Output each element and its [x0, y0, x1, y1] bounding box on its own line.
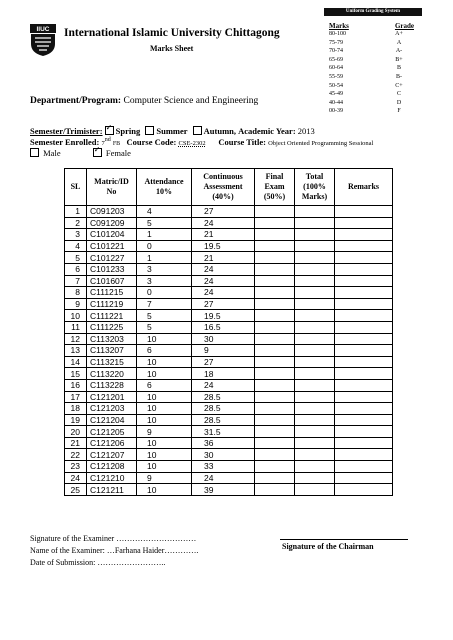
remarks-cell: [335, 414, 393, 426]
continuous-assessment-cell: 24: [192, 275, 255, 287]
total-cell: [295, 333, 335, 345]
remarks-cell: [335, 333, 393, 345]
attendance-cell: 10: [137, 403, 192, 415]
grading-system-box: [324, 8, 422, 112]
continuous-assessment-cell: 24: [192, 217, 255, 229]
total-cell: [295, 368, 335, 380]
department-line: [30, 96, 258, 106]
remarks-cell: [335, 298, 393, 310]
sl-header: SL: [65, 169, 87, 206]
total-cell: [295, 379, 335, 391]
sl-cell: 12: [65, 333, 87, 345]
course-code-value: CSE-2302: [178, 140, 206, 147]
final-exam-cell: [255, 437, 295, 449]
final-exam-cell: [255, 206, 295, 218]
final-exam-cell: [255, 263, 295, 275]
matric-id-cell: C121208: [87, 461, 137, 473]
course-code-label: Course Code:: [126, 137, 177, 147]
sl-cell: 9: [65, 298, 87, 310]
grading-marks-range: 55-59: [329, 73, 343, 80]
female-label: Female: [105, 148, 131, 158]
remarks-cell: [335, 240, 393, 252]
enrolled-label: Semester Enrolled:: [30, 137, 100, 147]
matric-id-cell: C113215: [87, 356, 137, 368]
submission-date-line: Date of Submission: ……………………..: [30, 558, 166, 567]
matric-id-cell: C121205: [87, 426, 137, 438]
grading-letter: A: [396, 39, 402, 46]
continuous-assessment-cell: 27: [192, 298, 255, 310]
sl-cell: 8: [65, 287, 87, 299]
total-cell: [295, 206, 335, 218]
table-row: [65, 217, 393, 229]
matric-id-cell: C121203: [87, 403, 137, 415]
matric-id-cell: C091209: [87, 217, 137, 229]
table-row: [65, 472, 393, 484]
examiner-signature-line: Signature of the Examiner …………………………: [30, 534, 197, 543]
grading-row: [324, 99, 422, 108]
sl-cell: 17: [65, 391, 87, 403]
sl-cell: 19: [65, 414, 87, 426]
total-cell: [295, 449, 335, 461]
sl-cell: 22: [65, 449, 87, 461]
continuous-assessment-cell: 39: [192, 484, 255, 496]
remarks-cell: [335, 426, 393, 438]
grading-row: [324, 56, 422, 65]
table-row: [65, 252, 393, 264]
table-row: [65, 484, 393, 496]
grading-row: [324, 39, 422, 48]
total-cell: [295, 229, 335, 241]
table-row: [65, 240, 393, 252]
attendance-header: Attendance 10%: [137, 169, 192, 206]
grading-marks-range: 45-49: [329, 91, 343, 98]
continuous-assessment-cell: 21: [192, 252, 255, 264]
matric-id-cell: C111219: [87, 298, 137, 310]
attendance-cell: 10: [137, 356, 192, 368]
continuous-assessment-cell: 21: [192, 229, 255, 241]
sl-cell: 3: [65, 229, 87, 241]
sl-cell: 2: [65, 217, 87, 229]
grading-marks-range: 40-44: [329, 99, 343, 106]
attendance-cell: 10: [137, 368, 192, 380]
total-cell: [295, 321, 335, 333]
continuous-assessment-cell: 16.5: [192, 321, 255, 333]
continuous-assessment-cell: 19.5: [192, 310, 255, 322]
sl-cell: 15: [65, 368, 87, 380]
sl-cell: 1: [65, 206, 87, 218]
marks-column-header: Marks: [329, 22, 349, 30]
logo-text: IIUC: [36, 26, 50, 33]
final-exam-cell: [255, 321, 295, 333]
sl-cell: 21: [65, 437, 87, 449]
matric-id-cell: C111225: [87, 321, 137, 333]
final-exam-cell: [255, 461, 295, 473]
matric-id-cell: C121207: [87, 449, 137, 461]
grading-letter: A-: [395, 48, 403, 55]
remarks-cell: [335, 206, 393, 218]
total-cell: [295, 252, 335, 264]
grading-rows: [324, 30, 422, 112]
matric-id-cell: C101204: [87, 229, 137, 241]
university-logo: [30, 24, 56, 56]
attendance-cell: 10: [137, 391, 192, 403]
gender-line: [30, 148, 131, 158]
attendance-cell: 10: [137, 484, 192, 496]
matric-id-cell: C091203: [87, 206, 137, 218]
grading-row: [324, 82, 422, 91]
academic-year-label: Academic Year:: [238, 126, 296, 136]
continuous-assessment-header: Continuous Assessment (40%): [192, 169, 255, 206]
sl-cell: 4: [65, 240, 87, 252]
total-cell: [295, 275, 335, 287]
attendance-cell: 5: [137, 310, 192, 322]
table-row: [65, 206, 393, 218]
total-cell: [295, 426, 335, 438]
total-cell: [295, 461, 335, 473]
sl-cell: 11: [65, 321, 87, 333]
sl-cell: 24: [65, 472, 87, 484]
matric-id-cell: C101227: [87, 252, 137, 264]
attendance-cell: 5: [137, 217, 192, 229]
table-row: [65, 310, 393, 322]
final-exam-cell: [255, 356, 295, 368]
attendance-cell: 10: [137, 414, 192, 426]
attendance-cell: 0: [137, 240, 192, 252]
total-cell: [295, 240, 335, 252]
continuous-assessment-cell: 31.5: [192, 426, 255, 438]
spring-checkbox[interactable]: [105, 126, 114, 135]
total-cell: [295, 298, 335, 310]
table-row: [65, 321, 393, 333]
remarks-cell: [335, 368, 393, 380]
remarks-cell: [335, 472, 393, 484]
table-row: [65, 426, 393, 438]
final-exam-cell: [255, 472, 295, 484]
matric-id-cell: C121206: [87, 437, 137, 449]
enrolled-line: [30, 137, 373, 147]
grading-marks-range: 70-74: [329, 48, 343, 55]
grading-letter: A+: [395, 31, 403, 37]
continuous-assessment-cell: 24: [192, 379, 255, 391]
table-row: [65, 287, 393, 299]
continuous-assessment-cell: 24: [192, 472, 255, 484]
sl-cell: 16: [65, 379, 87, 391]
total-cell: [295, 217, 335, 229]
table-row: [65, 229, 393, 241]
attendance-cell: 0: [137, 287, 192, 299]
attendance-cell: 5: [137, 321, 192, 333]
total-cell: [295, 437, 335, 449]
continuous-assessment-cell: 9: [192, 345, 255, 357]
attendance-cell: 7: [137, 298, 192, 310]
table-row: [65, 461, 393, 473]
matric-id-cell: C101221: [87, 240, 137, 252]
grading-letter: C: [396, 91, 401, 98]
total-cell: [295, 472, 335, 484]
grading-column-headers: [324, 16, 422, 30]
final-exam-cell: [255, 298, 295, 310]
academic-year-value: 2013: [297, 126, 315, 136]
marks-table-body: [65, 206, 393, 496]
chairman-signature-rule: [280, 539, 408, 540]
table-row: [65, 345, 393, 357]
sl-cell: 18: [65, 403, 87, 415]
table-row: [65, 414, 393, 426]
sl-cell: 20: [65, 426, 87, 438]
continuous-assessment-cell: 18: [192, 368, 255, 380]
total-cell: [295, 403, 335, 415]
remarks-cell: [335, 403, 393, 415]
total-cell: [295, 391, 335, 403]
final-exam-cell: [255, 391, 295, 403]
final-exam-cell: [255, 229, 295, 241]
total-header: Total (100% Marks): [295, 169, 335, 206]
attendance-cell: 1: [137, 252, 192, 264]
continuous-assessment-cell: 27: [192, 356, 255, 368]
male-checkbox[interactable]: [30, 148, 39, 157]
final-exam-cell: [255, 414, 295, 426]
continuous-assessment-cell: 30: [192, 449, 255, 461]
remarks-cell: [335, 321, 393, 333]
continuous-assessment-cell: 28.5: [192, 414, 255, 426]
attendance-cell: 9: [137, 426, 192, 438]
male-label: Male: [43, 148, 61, 158]
grading-marks-range: 60-64: [329, 65, 343, 72]
matric-id-cell: C113228: [87, 379, 137, 391]
remarks-cell: [335, 263, 393, 275]
summer-checkbox[interactable]: [145, 126, 154, 135]
autumn-label: Autumn,: [203, 126, 237, 136]
semester-label: Semester/Trimister:: [30, 126, 103, 136]
grading-letter: B+: [395, 56, 403, 63]
matric-id-cell: C113203: [87, 333, 137, 345]
remarks-cell: [335, 379, 393, 391]
grading-marks-range: 80-100: [329, 31, 346, 37]
attendance-cell: 1: [137, 229, 192, 241]
remarks-cell: [335, 391, 393, 403]
grading-letter: B: [396, 65, 401, 72]
female-checkbox[interactable]: [93, 148, 102, 157]
final-exam-cell: [255, 333, 295, 345]
final-exam-cell: [255, 379, 295, 391]
remarks-cell: [335, 484, 393, 496]
matric-id-cell: C113220: [87, 368, 137, 380]
grading-marks-range: 50-54: [329, 82, 343, 89]
continuous-assessment-cell: 28.5: [192, 391, 255, 403]
enrolled-suffix: FB: [112, 141, 121, 147]
final-exam-cell: [255, 345, 295, 357]
sl-cell: 6: [65, 263, 87, 275]
grading-title: Uniform Grading System: [324, 8, 422, 16]
attendance-cell: 4: [137, 206, 192, 218]
sl-cell: 14: [65, 356, 87, 368]
department-value: Computer Science and Engineering: [123, 96, 259, 106]
remarks-header: Remarks: [335, 169, 393, 206]
attendance-cell: 10: [137, 449, 192, 461]
semester-line: [30, 126, 315, 136]
grading-letter: F: [397, 108, 401, 112]
continuous-assessment-cell: 33: [192, 461, 255, 473]
continuous-assessment-cell: 30: [192, 333, 255, 345]
grading-row: [324, 107, 422, 112]
table-row: [65, 368, 393, 380]
continuous-assessment-cell: 24: [192, 263, 255, 275]
total-cell: [295, 414, 335, 426]
matric-id-header: Matric/ID No: [87, 169, 137, 206]
table-header-row: [65, 169, 393, 206]
university-title: International Islamic University Chittagong: [64, 27, 280, 39]
table-row: [65, 356, 393, 368]
table-row: [65, 275, 393, 287]
matric-id-cell: C121201: [87, 391, 137, 403]
final-exam-cell: [255, 217, 295, 229]
final-exam-cell: [255, 310, 295, 322]
sheet-subtitle: Marks Sheet: [150, 44, 194, 53]
total-cell: [295, 263, 335, 275]
remarks-cell: [335, 310, 393, 322]
grading-row: [324, 64, 422, 73]
sl-cell: 25: [65, 484, 87, 496]
attendance-cell: 3: [137, 263, 192, 275]
remarks-cell: [335, 449, 393, 461]
table-row: [65, 449, 393, 461]
matric-id-cell: C101607: [87, 275, 137, 287]
remarks-cell: [335, 275, 393, 287]
department-label: Department/Program:: [30, 96, 122, 106]
table-row: [65, 298, 393, 310]
summer-label: Summer: [156, 126, 188, 136]
examiner-name-line: Name of the Examiner: …Farhana Haider………….: [30, 546, 199, 555]
final-exam-cell: [255, 287, 295, 299]
grading-row: [324, 73, 422, 82]
grading-letter: C+: [395, 82, 403, 89]
table-row: [65, 403, 393, 415]
remarks-cell: [335, 287, 393, 299]
continuous-assessment-cell: 27: [192, 206, 255, 218]
remarks-cell: [335, 437, 393, 449]
remarks-cell: [335, 461, 393, 473]
total-cell: [295, 484, 335, 496]
sl-cell: 23: [65, 461, 87, 473]
total-cell: [295, 356, 335, 368]
total-cell: [295, 345, 335, 357]
final-exam-header: Final Exam (50%): [255, 169, 295, 206]
grading-letter: B-: [396, 73, 402, 80]
final-exam-cell: [255, 252, 295, 264]
attendance-cell: 6: [137, 379, 192, 391]
remarks-cell: [335, 229, 393, 241]
remarks-cell: [335, 345, 393, 357]
continuous-assessment-cell: 28.5: [192, 403, 255, 415]
continuous-assessment-cell: 36: [192, 437, 255, 449]
matric-id-cell: C121210: [87, 472, 137, 484]
enrolled-superscript: nd: [104, 137, 111, 144]
final-exam-cell: [255, 426, 295, 438]
matric-id-cell: C121211: [87, 484, 137, 496]
sl-cell: 7: [65, 275, 87, 287]
final-exam-cell: [255, 368, 295, 380]
enrolled-value: 7: [101, 140, 105, 147]
grading-marks-range: 75-79: [329, 39, 343, 46]
grading-row: [324, 47, 422, 56]
total-cell: [295, 310, 335, 322]
matric-id-cell: C113207: [87, 345, 137, 357]
remarks-cell: [335, 356, 393, 368]
grading-row: [324, 30, 422, 39]
final-exam-cell: [255, 275, 295, 287]
continuous-assessment-cell: 19.5: [192, 240, 255, 252]
matric-id-cell: C121204: [87, 414, 137, 426]
grading-marks-range: 65-69: [329, 56, 343, 63]
grading-marks-range: 00-39: [329, 108, 343, 112]
table-row: [65, 333, 393, 345]
course-title-label: Course Title:: [218, 137, 266, 147]
table-row: [65, 379, 393, 391]
table-row: [65, 437, 393, 449]
matric-id-cell: C111215: [87, 287, 137, 299]
attendance-cell: 3: [137, 275, 192, 287]
final-exam-cell: [255, 449, 295, 461]
continuous-assessment-cell: 24: [192, 287, 255, 299]
chairman-signature-label: Signature of the Chairman: [282, 542, 374, 551]
total-cell: [295, 287, 335, 299]
table-row: [65, 391, 393, 403]
spring-label: Spring: [115, 126, 141, 136]
sl-cell: 5: [65, 252, 87, 264]
matric-id-cell: C101233: [87, 263, 137, 275]
attendance-cell: 6: [137, 345, 192, 357]
remarks-cell: [335, 217, 393, 229]
sl-cell: 10: [65, 310, 87, 322]
final-exam-cell: [255, 403, 295, 415]
attendance-cell: 10: [137, 437, 192, 449]
matric-id-cell: C111221: [87, 310, 137, 322]
grading-row: [324, 90, 422, 99]
course-title-value: Object Oriented Programming Sessional: [268, 140, 374, 147]
attendance-cell: 10: [137, 461, 192, 473]
final-exam-cell: [255, 240, 295, 252]
autumn-checkbox[interactable]: [193, 126, 202, 135]
grading-letter: D: [396, 99, 402, 106]
final-exam-cell: [255, 484, 295, 496]
remarks-cell: [335, 252, 393, 264]
attendance-cell: 10: [137, 333, 192, 345]
table-row: [65, 263, 393, 275]
grade-column-header: Grade: [394, 22, 414, 30]
sl-cell: 13: [65, 345, 87, 357]
attendance-cell: 9: [137, 472, 192, 484]
marks-table: [64, 168, 393, 496]
